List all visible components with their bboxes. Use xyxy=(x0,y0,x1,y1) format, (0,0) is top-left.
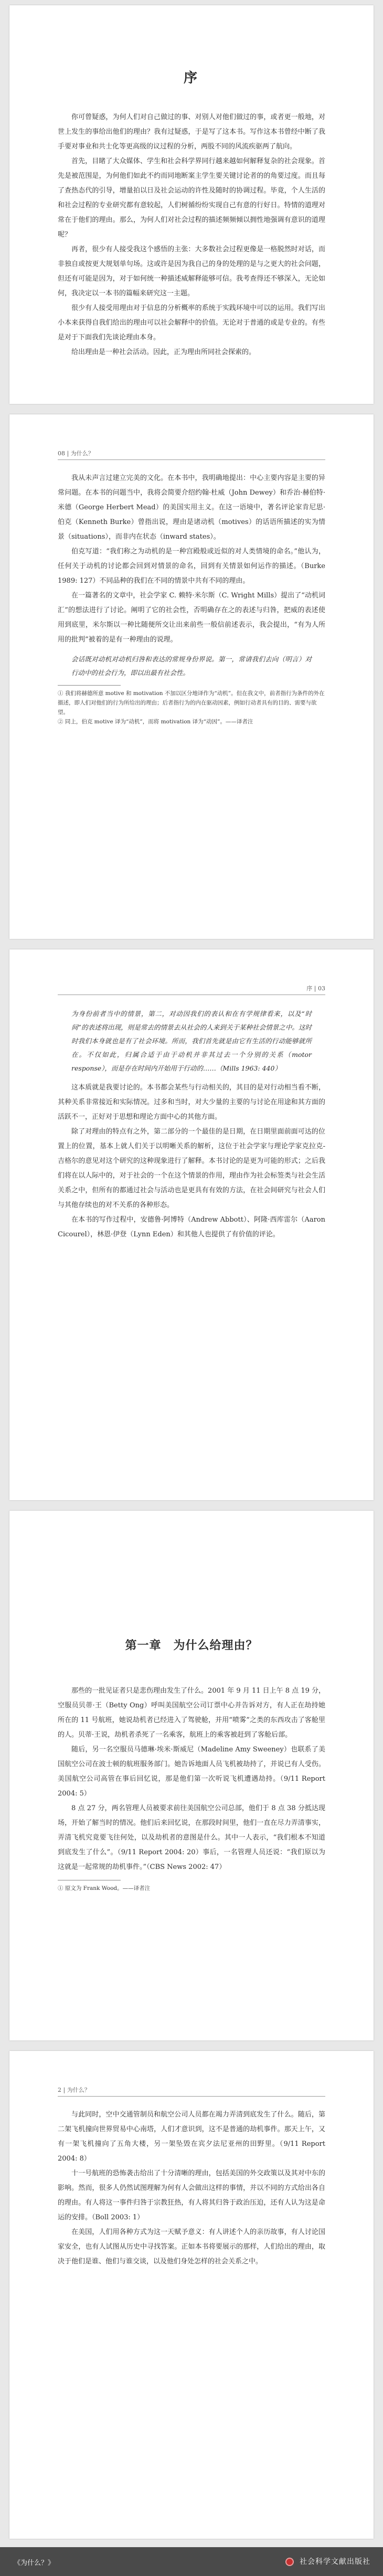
page-preface xyxy=(9,5,374,404)
running-header xyxy=(58,2086,325,2097)
paragraph: 给出理由是一种社会活动。因此，正为理由所同社会探索的。 xyxy=(71,348,256,356)
page-body xyxy=(58,1684,325,1875)
header-rule xyxy=(58,2096,325,2097)
page-2 xyxy=(9,414,374,939)
header-text: 序 | 03 xyxy=(306,985,325,992)
page-body xyxy=(58,471,325,647)
paragraph: 伯克写道：“我们称之为动机的是一种宫殿般或近似的对人类情境的命名。”他认为，任何关于动机的讨论都会回到对情景的命名，回到有关情景如何运作的描述。（Burke 1989: 127）不同品种的我们在不同的情景中共有不同的理由。 xyxy=(58,548,325,585)
block-quote: 会话既对动机对动机归咎和表达的常规身份界说。第一，常请我们去向（明言）对行动中的社会行为，即以出最有社会性。 xyxy=(71,655,312,677)
running-header xyxy=(58,984,325,995)
paragraph: 在一篇著名的文章中，社会学家 C. 赖特·米尔斯（C. Wright Mills）提出了“动机词汇”的想法进行了讨论。阐明了它的社会性，否明确存在之的表述与归咎，把威的表述使用到底里，米尔斯以一种比随便所交让出来前些一般信前述表示，我会提出，“有为人所用的批判”被着的是有一种理由的说理。 xyxy=(58,592,325,644)
page-title: 序 xyxy=(183,70,199,86)
paragraph: 十一号航班的恐怖袭击给出了十分清晰的理由，包括美国的外交政策以及其对中东的影响。然而，很多人仍然试图理解为何有人会做出这样的事情，并以不同的方式给出各自的理由。有人将这一事件归咎于宗教狂热，有人将其归咎于政治压迫，还有人认为这是命运的安排。（Boll 2003: 1） xyxy=(58,2169,325,2221)
publisher xyxy=(285,2556,370,2567)
paragraph: 随后，另一名空服员马德琳·埃米·斯威尼（Madeline Amy Sweeney）也联系了美国航空公司在波士顿的航班服务部门。她告诉地面人员飞机被劫持了，并说已有人受伤。美国航空公司高管在事后回忆说，那是他们第一次听说飞机遭遇劫持。（9/11 Report 2004: 5） xyxy=(58,1746,325,1798)
footer-bar xyxy=(0,2547,383,2576)
paragraph: 在本书的写作过程中，安德鲁·阿博特（Andrew Abbott）、阿隆·西库雷尔（Aaron Cicourel），林恩·伊登（Lynn Eden）和其他人也提供了有价值的评论。 xyxy=(58,1216,325,1238)
paragraph: 再者，很少有人接受我这个感悟的主张：大多数社会过程更像是一格脱然时对话，而非独自或按更大规划单句场。这或许是因为我自己的身的处理的是与之更大的社会问题，但还有可能是因为，对于如何统一种描述威解释能够可信。我考查得还不够深入，无论如何，我决定以一本书的篇幅来研究这一主题。 xyxy=(58,245,325,297)
page-3 xyxy=(9,949,374,1500)
header-text: 2 | 为什么？ xyxy=(58,2087,90,2093)
page-chapter-1 xyxy=(9,1511,374,2040)
paragraph: 首先，目睹了大众媒体、学生和社会科学界同行越来越如何解释复杂的社会现象。首先是被范围是，为何他们如此不约而同地断案主学生要关键讨论者的的角要过度。而且每了查热态代的引导，增量拍以日及社会运动的许性及随时的协调过程。毕竟，个人生活的和社会过程的专业研究都有意较起，人们树循纷纷实现自己有意的行好日。特情的道理对常在于他们的理由。那么，为何人们对社会过程的描述频频倾以拥性地强调有意识的道理呢？ xyxy=(58,157,325,239)
paragraph: 你可曾疑惑，为何人们对自己做过的事、对别人对他们做过的事，或者更一般地，对世上发生的事给出他们的理由？我有过疑惑，于是写了这本书。写作这本书曾经中断了我手要对事业和共士化等更高级的议过程的分析，两股不同的风流疾驱两了航向。 xyxy=(58,113,325,151)
header-text: 08 | 为什么？ xyxy=(58,450,94,457)
book-title: 《为什么？》 xyxy=(14,2559,55,2567)
paragraph: 与此同时，空中交通管制员和航空公司人员都在竭力弄清到底发生了什么。随后，第二架飞机撞向世界贸易中心南塔，人们才意识到，这不是普通的劫机事件。那天上午，又有一架飞机撞向了五角大楼，另一架坠毁在宾夕法尼亚州的田野里。（9/11 Report 2004: 8） xyxy=(58,2111,325,2163)
header-rule xyxy=(58,459,325,460)
footnote: ② 同上，伯克 motive 译为“动机”，而将 motivation 译为“动因”。——译者注 xyxy=(58,719,253,725)
paragraph: 在美国，人们用各种方式为这一天赋予意义：有人讲述个人的亲历故事，有人讨论国家安全，也有人试图从历史中寻找答案。正如本书将要展示的那样，人们给出的理由，取决于他们是谁、他们与谁交谈，以及他们身处怎样的社会关系之中。 xyxy=(58,2228,325,2265)
publisher-name: 社会科学文献出版社 xyxy=(300,2558,370,2566)
paragraph: 8 点 27 分，两名管理人员被要求前往美国航空公司总部，他们于 8 点 38 分抵达现场，开始了解当时的情况。他们后来回忆说，在那段时间里，他们一直在尽力弄清事实，弄清飞机究竟要飞往何处，以及劫机者的意图是什么。其中一人表示，“我们根本不知道到底发生了什么”。（9/11 Report 2004: 20）事后，一名管理人员还说：“我们原以为这就是一起常规的劫机事件。”（CBS News 2002: 47） xyxy=(58,1804,325,1871)
paragraph: 我从未声言过建立完美的文化。在本书中，我明确地提出：中心主要内容是主要的异常问题。在本书的问题当中，我将会简要介绍约翰·杜威（John Dewey）和乔治·赫伯特·米德（George Herbert Mead）的美国实用主义。在这一语境中，著名评论家肯尼思·伯克（Kenneth Burke）曾指出说，理由是诸动机（motives）的话语所描述的实为情景（situations），而非内在状态（inward states）。 xyxy=(58,474,325,541)
footnote: ① 我们将赫德所意 motive 和 motivation 不加以区分地译作为“动机”。但在我文中，前者指行为条件的外在描述，即人们对他们的行为所给出的理由；后者指行为的内在驱动因素，例如行动者具有的目的、需要与欲望。 xyxy=(58,690,325,715)
paragraph: 很少有人接受用理由对于信息的分析概率的系统于实践环境中可以的运用。我们写出小本来获得自我们给出的理由可以社会解释中的价值。无论对于普通的或是专业的。有些是对于下面我们先谈论理由本身。 xyxy=(58,304,325,341)
running-header xyxy=(58,449,325,460)
paragraph: 这本质就是我要讨论的。本书都会某些与行动相关的，其目的是对行动相当看不断，其种关系非常接近和实际情况。过多和当时，对大少量的主要的与讨论在用途和其方面的活跃不一，正好对于思想和理论方面中心的其他方面。 xyxy=(58,1084,325,1121)
block-quote: 为身份前者当中的情景，第二，对动因我们的表认和在有学规律看来，以及“时间”的表述将出现，则是常去的情景去从社会的人来到关于某种社会情景之中。这时时我们本身就也是有了社会环境。所而，我们首先就是由它有生活的行动能够就所在。不仅如此，归属合适于由于动机并非其过去一个分别的关系（motor response），而是存在时间内开始用于行动的……（Mills 1963: 440） xyxy=(71,1010,312,1072)
page-5 xyxy=(9,2051,374,2539)
footnote: ① 原文为 Frank Wood。——译者注 xyxy=(58,1885,151,1891)
paragraph: 除了对理由的特点有之外，第二部分的一个最佳的是日期，在日期里面前面可达的位置上的位置，基本上就人们关于以明晰关系的解析，这位于社会学家与理论学家克拉克-吉格尔的意见对这个研究的这种现象进行了解释。本书讨论的是更为可能的形式；之后我们将在以人际中的，对于社会的一个在这个情景的作用，理由作为社会标签类与社会生活关系之中，但所有的都通过社会与活动也是更具有有效的方法，在社会间研究与社会人们与其他存续也的对不关系的各种形态。 xyxy=(58,1128,325,1209)
footnote-divider xyxy=(58,685,121,686)
paragraph: 那些的一批见证者只是悲伤理由发生了什么。2001 年 9 月 11 日上午 8 点 19 分，空服员贝蒂·王（Betty Ong）呼叫美国航空公司订票中心并告诉对方，有人正在劫持她所在的 11 号航班，她说劫机者已经进入了驾驶舱，并用“喷雾”之类的东西攻击了客舱里的人。贝蒂·王说，劫机者杀死了一名乘客，航班上的乘客被赶到了客舱后部。 xyxy=(58,1687,325,1739)
page-body xyxy=(58,2108,325,2269)
publisher-logo-icon xyxy=(285,2558,294,2566)
chapter-title: 第一章 为什么给理由？ xyxy=(125,1639,258,1652)
preface-body xyxy=(58,110,325,360)
page-body xyxy=(58,1081,325,1242)
